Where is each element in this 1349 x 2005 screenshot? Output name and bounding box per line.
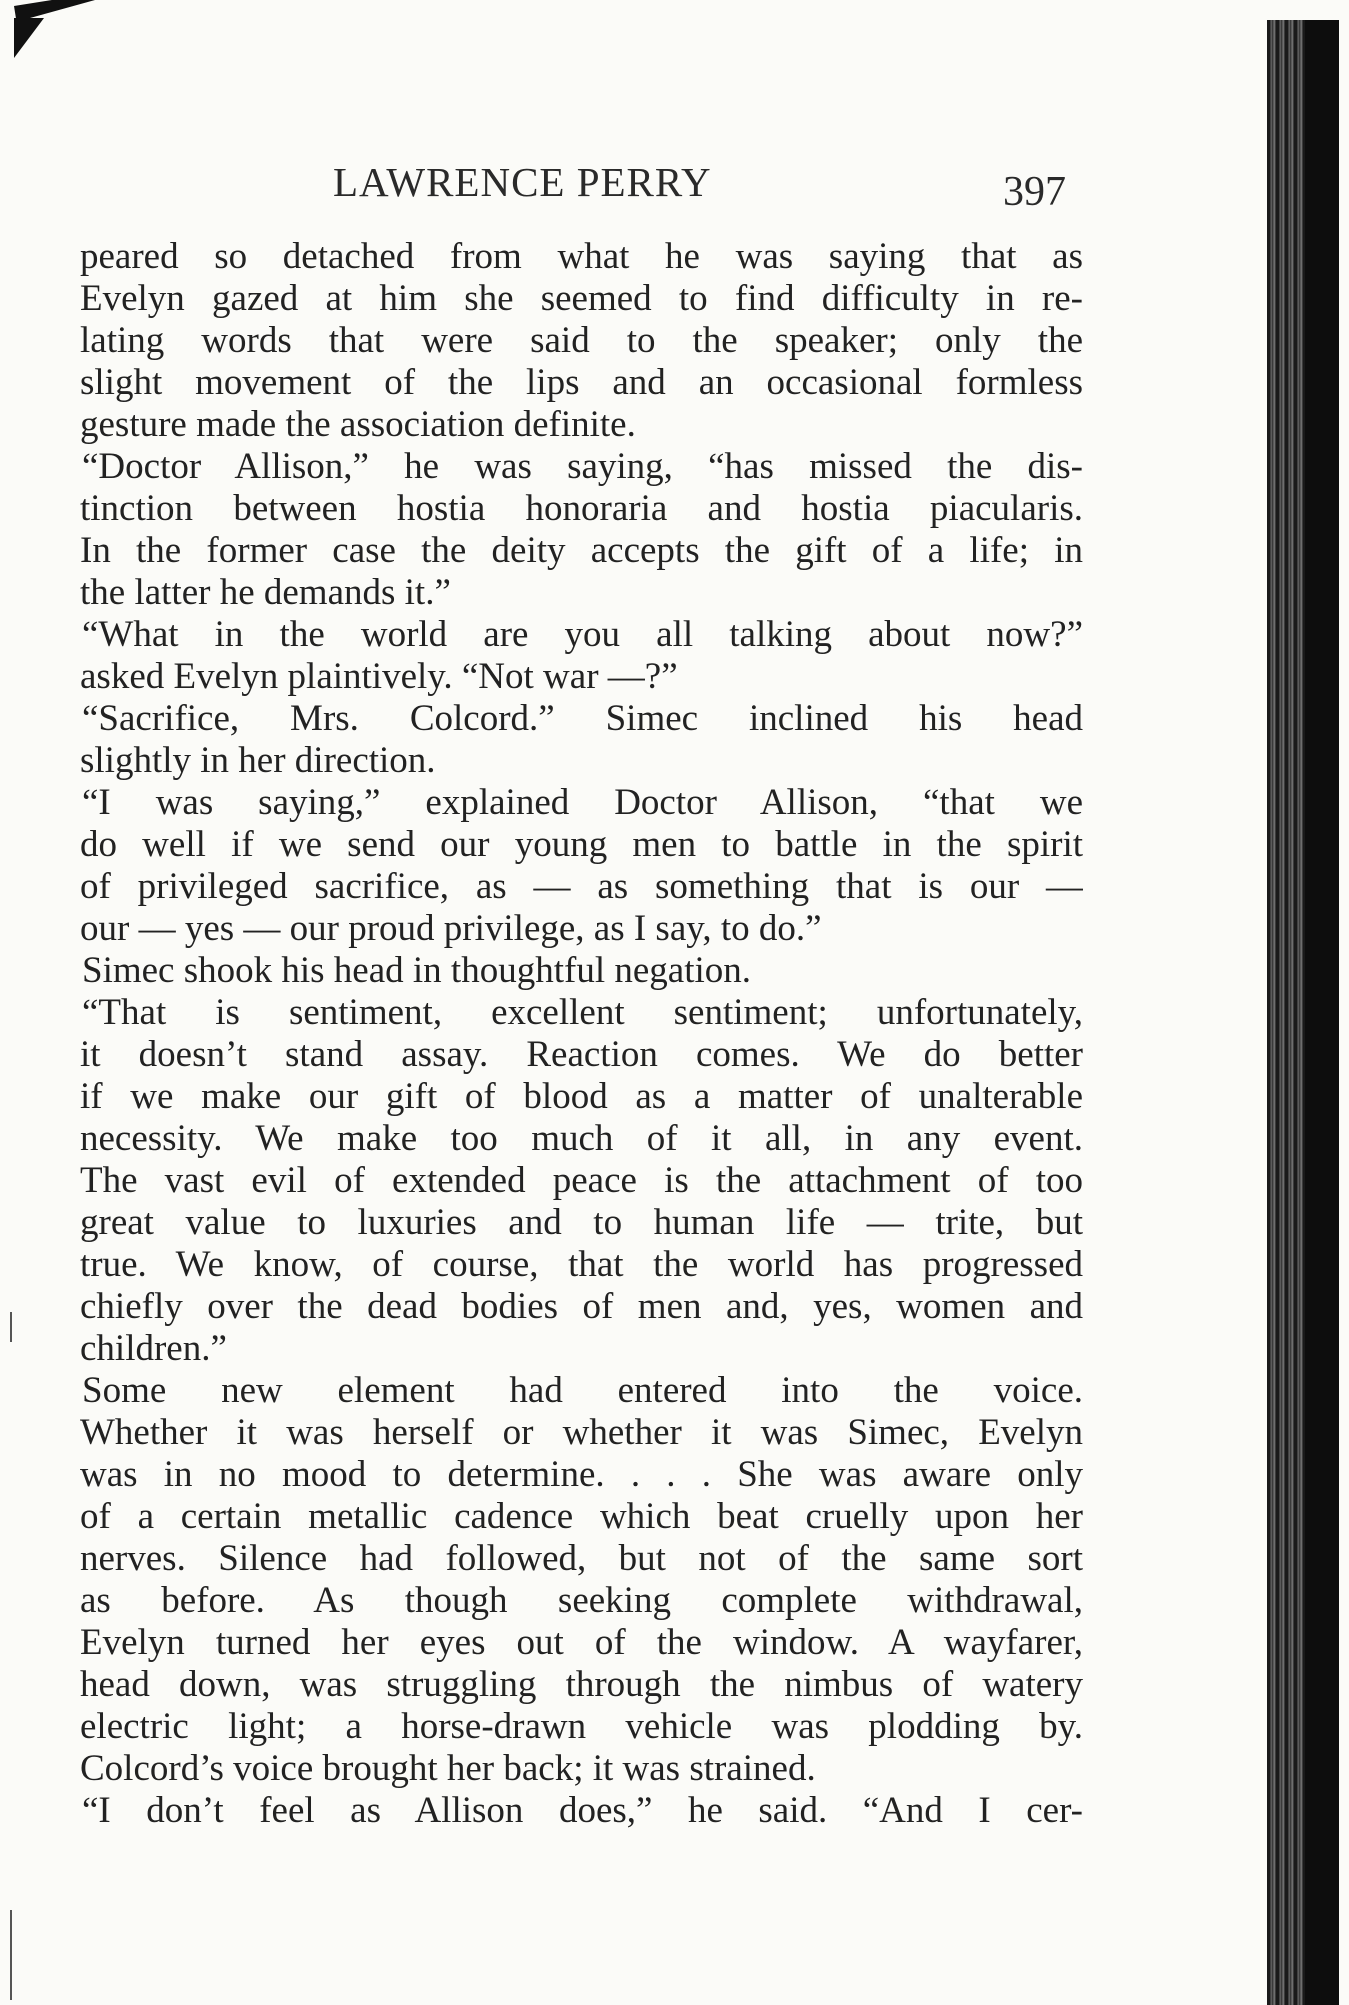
text-line: the latter he demands it.” [80, 572, 451, 613]
body-text [80, 236, 1083, 1832]
text-line: great value to luxuries and to human life — trite, but [80, 1202, 1083, 1243]
text-line: Whether it was herself or whether it was Simec, Evelyn [80, 1412, 1083, 1453]
text-line: “I don’t feel as Allison does,” he said. “And I cer- [82, 1790, 1083, 1831]
text-line: In the former case the deity accepts the gift of a life; in [80, 530, 1083, 571]
text-line: do well if we send our young men to battle in the spirit [80, 824, 1083, 865]
text-line: Evelyn gazed at him she seemed to find difficulty in re- [80, 278, 1083, 319]
text-line: The vast evil of extended peace is the attachment of too [80, 1160, 1083, 1201]
text-line: head down, was struggling through the nimbus of watery [80, 1664, 1083, 1705]
scan-artifact-mark [10, 1910, 12, 2000]
text-line: Simec shook his head in thoughtful negation. [82, 950, 751, 991]
text-line: Colcord’s voice brought her back; it was strained. [80, 1748, 816, 1789]
text-line: our — yes — our proud privilege, as I say, to do.” [80, 908, 822, 949]
text-line: slight movement of the lips and an occasional formless [80, 362, 1083, 403]
text-line: lating words that were said to the speaker; only the [80, 320, 1083, 361]
scan-corner-mark-tip [14, 18, 44, 58]
text-line: gesture made the association definite. [80, 404, 636, 445]
text-line: true. We know, of course, that the world has progressed [80, 1244, 1083, 1285]
scan-artifact-mark [10, 1312, 12, 1342]
text-line: asked Evelyn plaintively. “Not war —?” [80, 656, 678, 697]
text-line: chiefly over the dead bodies of men and, yes, women and [80, 1286, 1083, 1327]
text-line: “Doctor Allison,” he was saying, “has missed the dis- [82, 446, 1083, 487]
text-line: Some new element had entered into the voice. [82, 1370, 1083, 1411]
text-line: Evelyn turned her eyes out of the window. A wayfarer, [80, 1622, 1083, 1663]
text-line: as before. As though seeking complete withdrawal, [80, 1580, 1083, 1621]
text-line: was in no mood to determine. . . . She was aware only [80, 1454, 1083, 1495]
text-line: tinction between hostia honoraria and hostia piacularis. [80, 488, 1083, 529]
running-head: LAWRENCE PERRY [333, 159, 712, 205]
book-binding-shadow [1305, 20, 1339, 2005]
text-line: “I was saying,” explained Doctor Allison, “that we [82, 782, 1083, 823]
page-number: 397 [1003, 169, 1066, 215]
text-line: necessity. We make too much of it all, in any event. [80, 1118, 1083, 1159]
text-line: “That is sentiment, excellent sentiment; unfortunately, [82, 992, 1083, 1033]
text-line: electric light; a horse-drawn vehicle was plodding by. [80, 1706, 1083, 1747]
text-line: nerves. Silence had followed, but not of the same sort [80, 1538, 1083, 1579]
text-line: slightly in her direction. [80, 740, 436, 781]
text-line: of a certain metallic cadence which beat cruelly upon her [80, 1496, 1083, 1537]
text-line: it doesn’t stand assay. Reaction comes. We do better [80, 1034, 1083, 1075]
text-line: children.” [80, 1328, 227, 1369]
text-line: “Sacrifice, Mrs. Colcord.” Simec inclined his head [82, 698, 1083, 739]
text-line: peared so detached from what he was saying that as [80, 236, 1083, 277]
text-line: if we make our gift of blood as a matter of unalterable [80, 1076, 1083, 1117]
text-line: “What in the world are you all talking about now?” [82, 614, 1083, 655]
text-line: of privileged sacrifice, as — as something that is our — [80, 866, 1083, 907]
